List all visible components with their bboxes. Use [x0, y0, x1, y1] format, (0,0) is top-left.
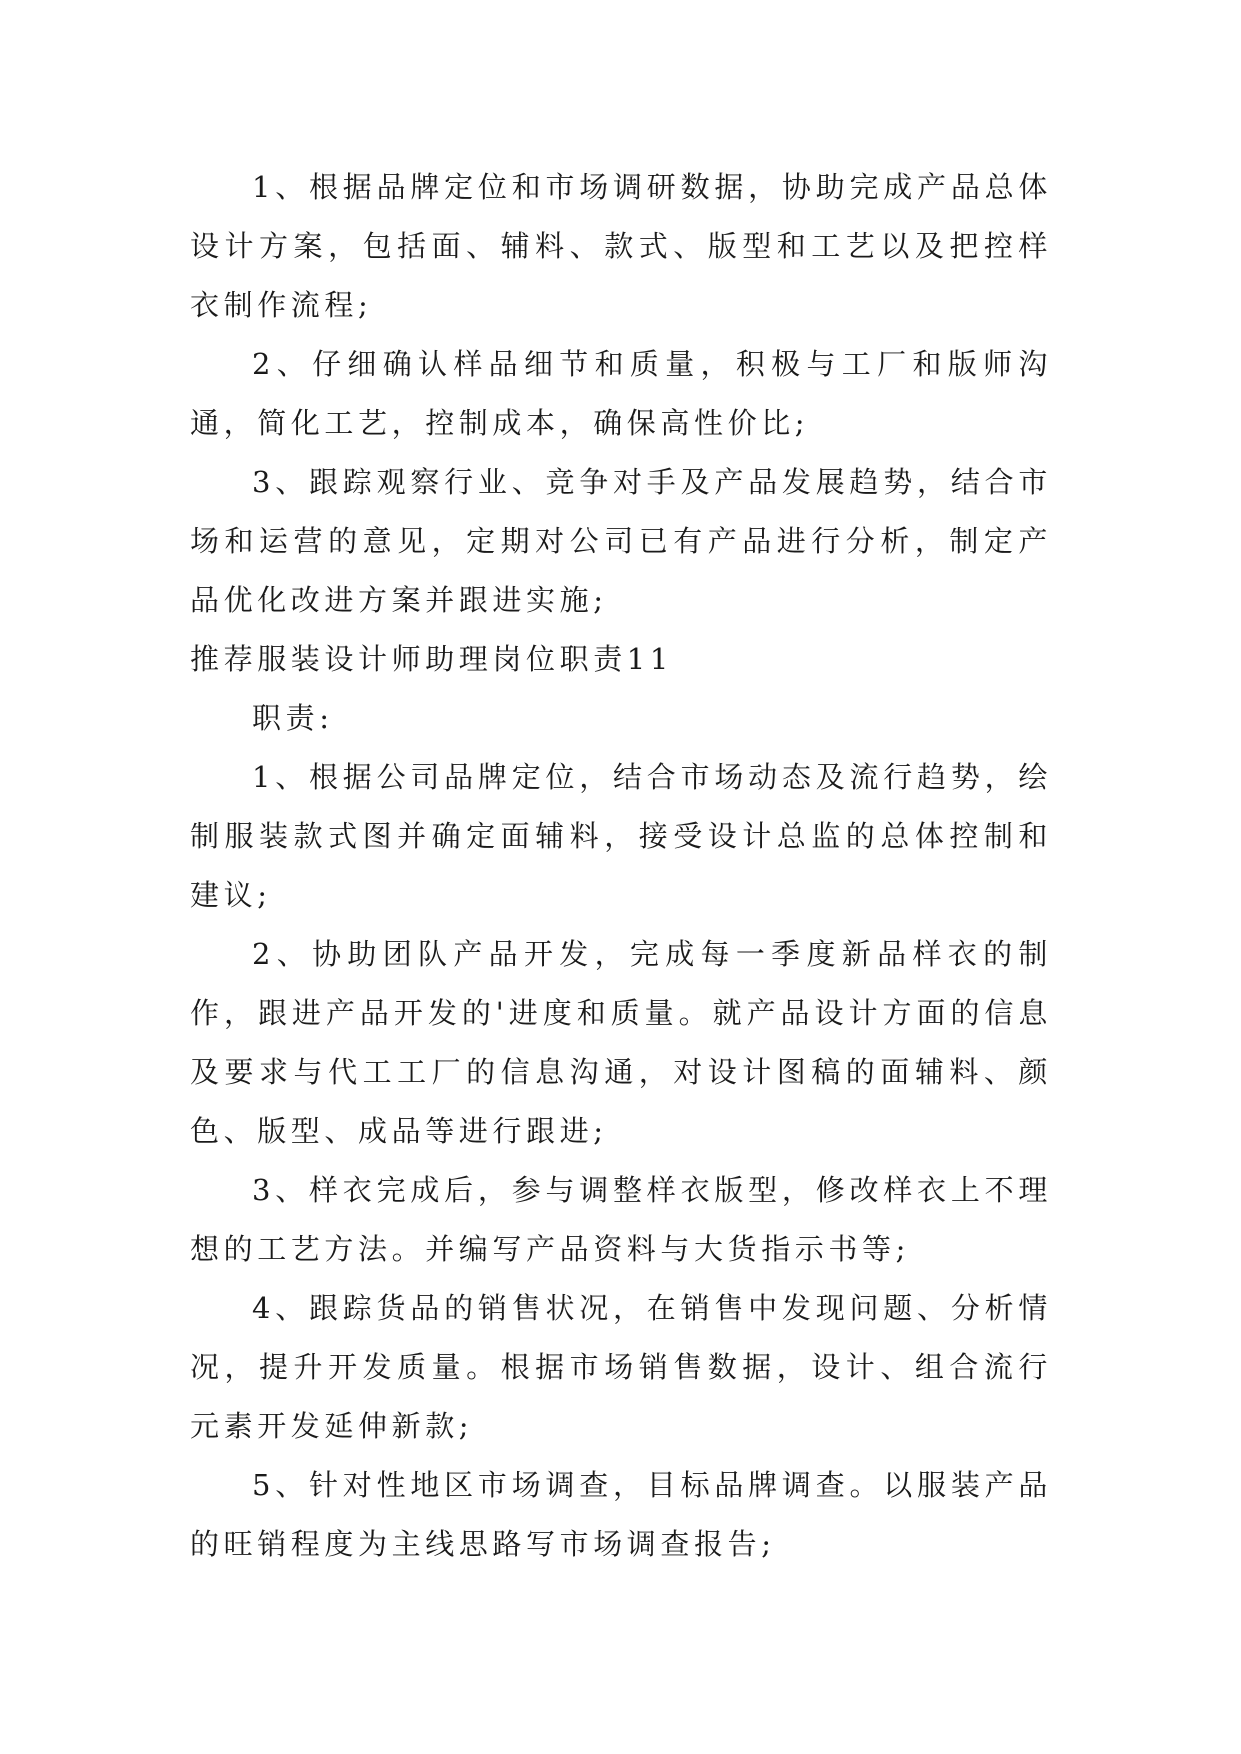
paragraph-2: 2、仔细确认样品细节和质量，积极与工厂和版师沟通，简化工艺，控制成本，确保高性价比; — [190, 347, 1052, 440]
duty-label: 职责: — [252, 701, 334, 735]
duty-item-4: 4、跟踪货品的销售状况，在销售中发现问题、分析情况，提升开发质量。根据市场销售数据，设计、组合流行元素开发延伸新款; — [190, 1291, 1052, 1443]
duty-item-1: 1、根据公司品牌定位，结合市场动态及流行趋势，绘制服装款式图并确定面辅料，接受设计总监的总体控制和建议; — [190, 760, 1052, 912]
paragraph-3: 3、跟踪观察行业、竞争对手及产品发展趋势，结合市场和运营的意见，定期对公司已有产品进行分析，制定产品优化改进方案并跟进实施; — [190, 465, 1052, 617]
duty-item-3: 3、样衣完成后，参与调整样衣版型，修改样衣上不理想的工艺方法。并编写产品资料与大货指示书等; — [190, 1173, 1052, 1266]
duty-item-2: 2、协助团队产品开发，完成每一季度新品样衣的制作，跟进产品开发的'进度和质量。就产品设计方面的信息及要求与代工工厂的信息沟通，对设计图稿的面辅料、颜色、版型、成品等进行跟进; — [190, 937, 1052, 1148]
duty-item-5: 5、针对性地区市场调查，目标品牌调查。以服装产品的旺销程度为主线思路写市场调查报告; — [190, 1468, 1052, 1561]
section-title: 推荐服装设计师助理岗位职责11 — [190, 642, 673, 676]
paragraph-1: 1、根据品牌定位和市场调研数据，协助完成产品总体设计方案，包括面、辅料、款式、版型和工艺以及把控样衣制作流程; — [190, 170, 1052, 322]
document-body — [190, 158, 1052, 1574]
